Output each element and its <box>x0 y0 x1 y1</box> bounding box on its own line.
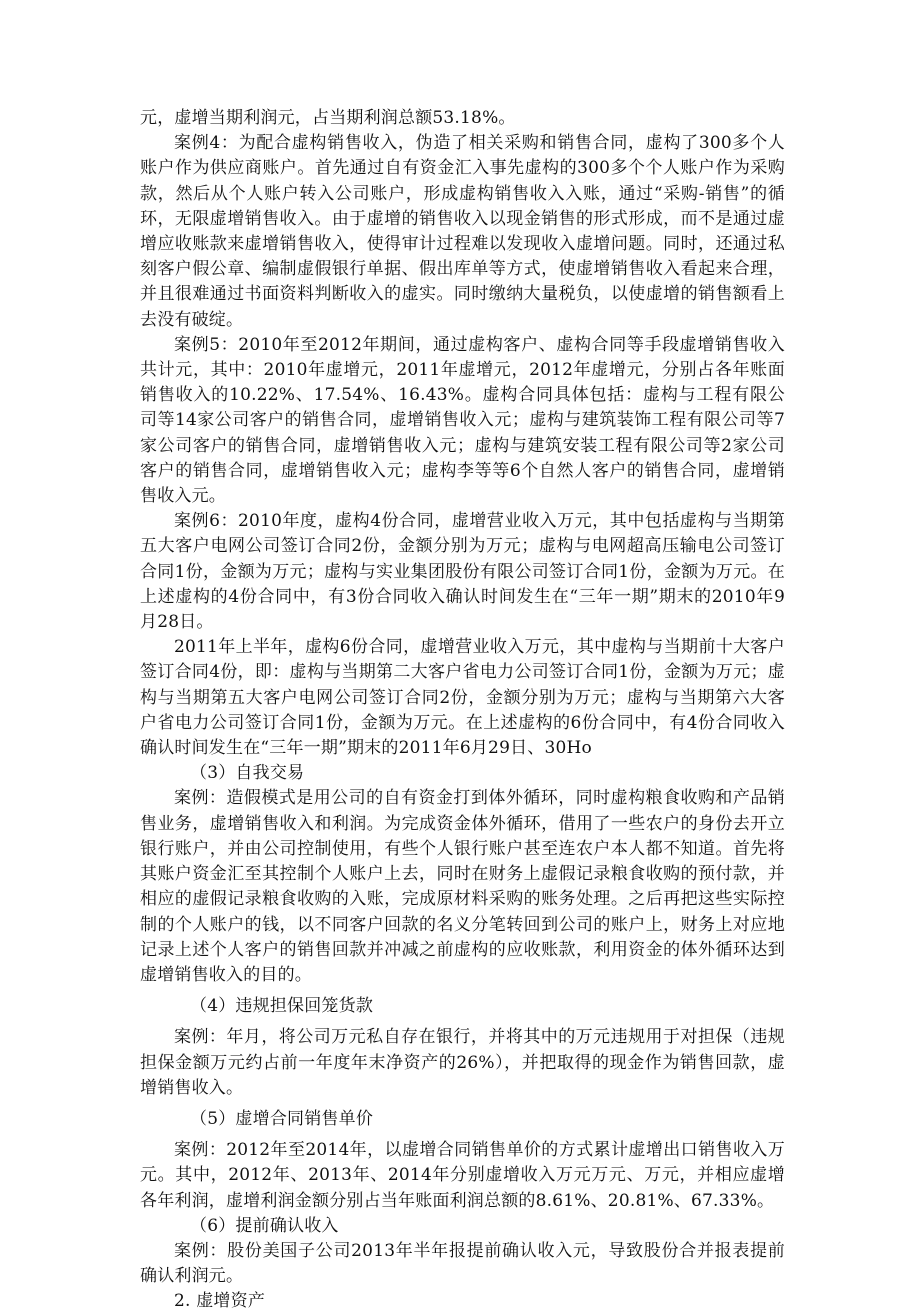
paragraph-case6-2011: 2011年上半年，虚构6份合同，虚增营业收入万元，其中虚构与当期前十大客户签订合同4份，即：虚构与当期第二大客户省电力公司签订合同1份，金额为万元；虚构与当期第五大客户电网公司签订合同2份，金额分别为万元；虚构与当期第六大客户省电力公司签订合同1份，金额为万元。在上述虚构的6份合同中，有4份合同收入确认时间发生在“三年一期”期末的2011年6月29日、30Ho <box>140 637 785 759</box>
section-heading-inflated-price: （5）虚增合同销售单价 <box>190 1108 374 1129</box>
document-body <box>140 106 785 1315</box>
section-heading-inflated-assets: 2. 虚增资产 <box>174 1291 266 1312</box>
section-heading-self-trading: （3）自我交易 <box>190 763 305 784</box>
paragraph-case4: 案例4：为配合虚构销售收入，伪造了相关采购和销售合同，虚构了300多个人账户作为供应商账户。首先通过自有资金汇入事先虚构的300多个个人账户作为采购款，然后从个人账户转入公司账户，形成虚构销售收入入账，通过“采购-销售”的循环，无限虚增销售收入。由于虚增的销售收入以现金销售的形式形成，而不是通过虚增应收账款来虚增销售收入，使得审计过程难以发现收入虚增问题。同时，还通过私刻客户假公章、编制虚假银行单据、假出库单等方式，使虚增销售收入看起来合理，并且很难通过书面资料判断收入的虚实。同时缴纳大量税负，以使虚增的销售额看上去没有破绽。 <box>140 133 785 330</box>
section-heading-illegal-guarantee: （4）违规担保回笼货款 <box>190 996 374 1017</box>
paragraph-early-recognition-case: 案例：股份美国子公司2013年半年报提前确认收入元，导致股份合并报表提前确认利润元。 <box>140 1240 785 1287</box>
paragraph-case6: 案例6：2010年度，虚构4份合同，虚增营业收入万元，其中包括虚构与当期第五大客户电网公司签订合同2份，金额分别为万元；虚构与电网超高压输电公司签订合同1份，金额为万元；虚构与实业集团股份有限公司签订合同1份，金额为万元。在上述虚构的4份合同中，有3份合同收入确认时间发生在“三年一期”期末的2010年9月28日。 <box>140 511 785 633</box>
paragraph-case5: 案例5：2010年至2012年期间，通过虚构客户、虚构合同等手段虚增销售收入共计元，其中：2010年虚增元，2011年虚增元，2012年虚增元，分别占各年账面销售收入的10.22%、17.54%、16.43%。虚构合同具体包括：虚构与工程有限公司等14家公司客户的销售合同，虚增销售收入元；虚构与建筑装饰工程有限公司等7家公司客户的销售合同，虚增销售收入元；虚构与建筑安装工程有限公司等2家公司客户的销售合同，虚增销售收入元；虚构李等等6个自然人客户的销售合同，虚增销售收入元。 <box>140 334 785 507</box>
section-heading-early-recognition: （6）提前确认收入 <box>190 1215 339 1236</box>
paragraph-self-trading-case: 案例：造假模式是用公司的自有资金打到体外循环，同时虚构粮食收购和产品销售业务，虚增销售收入和利润。为完成资金体外循环，借用了一些农户的身份去开立银行账户，并由公司控制使用，有些个人银行账户甚至连农户本人都不知道。首先将其账户资金汇至其控制个人账户上去，同时在财务上虚假记录粮食收购的预付款，并相应的虚假记录粮食收购的入账，完成原材料采购的账务处理。之后再把这些实际控制的个人账户的钱，以不同客户回款的名义分笔转回到公司的账户上，财务上对应地记录上述个人客户的销售回款并冲减之前虚构的应收账款，利用资金的体外循环达到虚增销售收入的目的。 <box>140 788 785 985</box>
paragraph-illegal-guarantee-case: 案例：年月，将公司万元私自存在银行，并将其中的万元违规用于对担保（违规担保金额万元约占前一年度年末净资产的26%），并把取得的现金作为销售回款，虚增销售收入。 <box>140 1027 785 1098</box>
paragraph-case3-continuation: 元，虚增当期利润元，占当期利润总额53.18%。 <box>140 108 516 128</box>
paragraph-inflated-price-case: 案例：2012年至2014年，以虚增合同销售单价的方式累计虚增出口销售收入万元。其中，2012年、2013年、2014年分别虚增收入万元万元、万元，并相应虚增各年利润，虚增利润金额分别占当年账面利润总额的8.61%、20.81%、67.33%。 <box>140 1140 785 1211</box>
